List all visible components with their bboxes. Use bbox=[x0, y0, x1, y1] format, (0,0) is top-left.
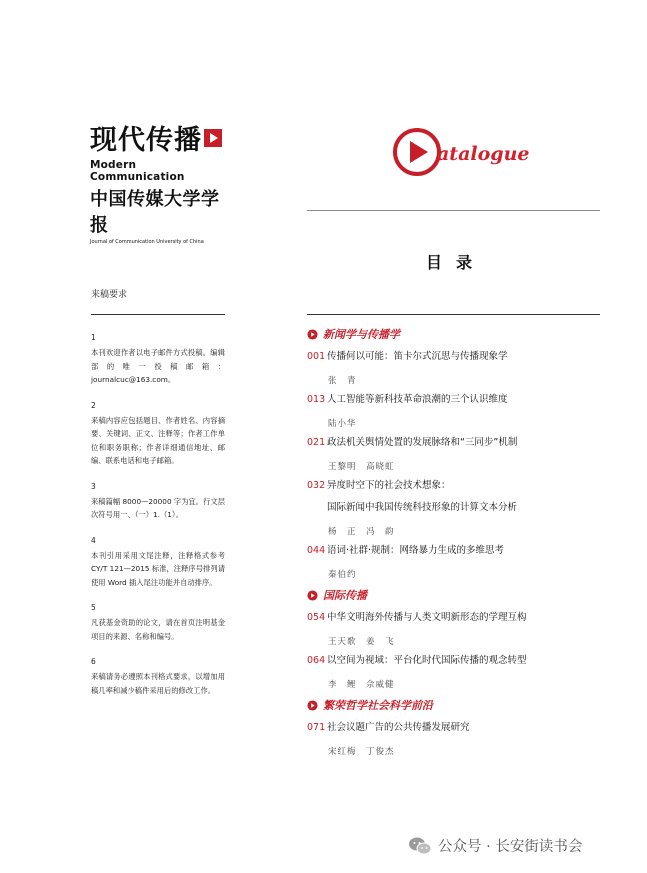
play-icon bbox=[204, 129, 222, 147]
logo-cn-title-row bbox=[90, 118, 230, 157]
requirement-text: 来稿篇幅 8000—20000 字为宜。行文层次符号用一、（一）1.（1）。 bbox=[91, 496, 225, 519]
requirement-number: 4 bbox=[91, 535, 96, 545]
entry-title: 中华文明海外传播与人类文明新形态的学理互构 bbox=[327, 612, 527, 623]
entry-title: 语词·社群·规制：网络暴力生成的多维思考 bbox=[327, 545, 505, 556]
requirements-title: 来稿要求 bbox=[91, 290, 128, 300]
requirement-number: 1 bbox=[91, 333, 96, 342]
section-marker-icon bbox=[307, 590, 318, 601]
section-header bbox=[307, 325, 600, 343]
section-marker-icon bbox=[307, 700, 318, 711]
entry-title: 社会议题广告的公共传播发展研究 bbox=[327, 722, 470, 733]
requirements-list bbox=[91, 333, 225, 711]
toc-entry[interactable] bbox=[307, 653, 600, 690]
catalogue-logo bbox=[393, 128, 529, 176]
entry-subtitle: 国际新闻中我国传统科技形象的计算文本分析 bbox=[327, 502, 518, 513]
left-column bbox=[0, 0, 240, 873]
logo-cn-subtitle: 中国传媒大学学报 bbox=[90, 189, 220, 236]
entry-title: 人工智能等新科技革命浪潮的三个认识维度 bbox=[327, 394, 508, 405]
requirement-item bbox=[91, 401, 225, 468]
section-header bbox=[307, 696, 600, 714]
catalogue-play-icon bbox=[393, 128, 441, 176]
section-title: 国际传播 bbox=[323, 589, 367, 602]
header-divider bbox=[307, 210, 600, 211]
entry-page: 054 bbox=[307, 612, 326, 623]
section-title: 繁荣哲学社会科学前沿 bbox=[323, 699, 433, 712]
requirement-number: 5 bbox=[91, 603, 96, 612]
section-title: 新闻学与传播学 bbox=[323, 328, 400, 341]
entry-page: 001 bbox=[307, 351, 326, 362]
entry-title: 政法机关舆情处置的发展脉络和“三同步”机制 bbox=[327, 437, 518, 448]
entry-author: 杨 正 冯 韵 bbox=[328, 527, 395, 537]
watermark bbox=[408, 835, 582, 856]
contents-divider bbox=[307, 314, 600, 315]
logo-cn-title: 现代传播 bbox=[90, 125, 202, 156]
requirement-text: 本刊欢迎作者以电子邮件方式投稿。编辑部的唯一投稿邮箱：journalcuc@163.com。 bbox=[91, 348, 225, 384]
toc-entry[interactable] bbox=[307, 610, 600, 647]
entry-page: 064 bbox=[307, 655, 326, 666]
requirement-text: 凡获基金资助的论文，请在首页注明基金项目的来源、名称和编号。 bbox=[91, 618, 225, 641]
entry-author: 王天歌 姜 飞 bbox=[328, 637, 395, 647]
section-header bbox=[307, 586, 600, 604]
entry-title: 传播何以可能：笛卡尔式沉思与传播现象学 bbox=[327, 351, 508, 362]
entry-author: 宋红梅 丁俊杰 bbox=[328, 747, 395, 757]
requirement-item bbox=[91, 657, 225, 697]
toc-entry[interactable] bbox=[307, 435, 600, 472]
toc-entry[interactable] bbox=[307, 349, 600, 386]
entry-author: 陆小华 bbox=[328, 419, 357, 429]
entry-title: 异度时空下的社会技术想象： bbox=[327, 480, 451, 491]
entry-title: 以空间为视域：平台化时代国际传播的观念转型 bbox=[327, 655, 527, 666]
entry-author: 秦伯约 bbox=[328, 570, 357, 580]
toc-entry[interactable] bbox=[307, 478, 600, 537]
requirement-item bbox=[91, 603, 225, 643]
requirement-number: 6 bbox=[91, 657, 96, 666]
entry-page: 021 bbox=[307, 437, 326, 448]
requirement-item bbox=[91, 333, 225, 387]
toc-entry[interactable] bbox=[307, 543, 600, 580]
requirement-text: 来稿请务必遵照本刊格式要求，以增加用稿几率和减少稿件采用后的修改工作。 bbox=[91, 672, 225, 695]
entry-page: 071 bbox=[307, 722, 326, 733]
table-of-contents bbox=[307, 325, 600, 763]
watermark-text: 公众号 · 长安街读书会 bbox=[438, 839, 583, 855]
entry-page: 013 bbox=[307, 394, 326, 405]
toc-entry[interactable] bbox=[307, 720, 600, 757]
entry-author: 张 青 bbox=[328, 376, 357, 386]
requirement-number: 2 bbox=[91, 400, 96, 410]
contents-heading: 目录 bbox=[426, 253, 487, 272]
requirement-text: 来稿内容应包括题目、作者姓名、内容摘要、关键词、正文、注释等；作者工作单位和职务职称；作者详细通信地址、邮编、联系电话和电子邮箱。 bbox=[91, 415, 225, 465]
requirement-item bbox=[91, 482, 225, 522]
entry-author: 王黎明 高晓虹 bbox=[328, 462, 395, 472]
entry-page: 044 bbox=[307, 545, 326, 556]
logo-en-subtitle: Journal of Communication University of China bbox=[90, 239, 204, 245]
catalogue-text: atalogue bbox=[437, 143, 530, 165]
section-marker-icon bbox=[307, 329, 318, 340]
wechat-icon bbox=[408, 836, 432, 856]
toc-entry[interactable] bbox=[307, 392, 600, 429]
entry-page: 032 bbox=[307, 480, 326, 491]
entry-author: 李 鲤 佘威健 bbox=[328, 680, 395, 690]
requirement-item bbox=[91, 536, 225, 590]
journal-logo bbox=[90, 118, 230, 245]
logo-en-title: Modern Communication bbox=[90, 159, 185, 183]
requirement-text: 本刊引用采用文尾注释，注释格式参考 CY/T 121—2015 标准，注释序号排列请使用 Word 插入尾注功能并自动排序。 bbox=[91, 550, 225, 587]
requirement-number: 3 bbox=[91, 481, 96, 491]
requirements-divider bbox=[91, 314, 225, 315]
